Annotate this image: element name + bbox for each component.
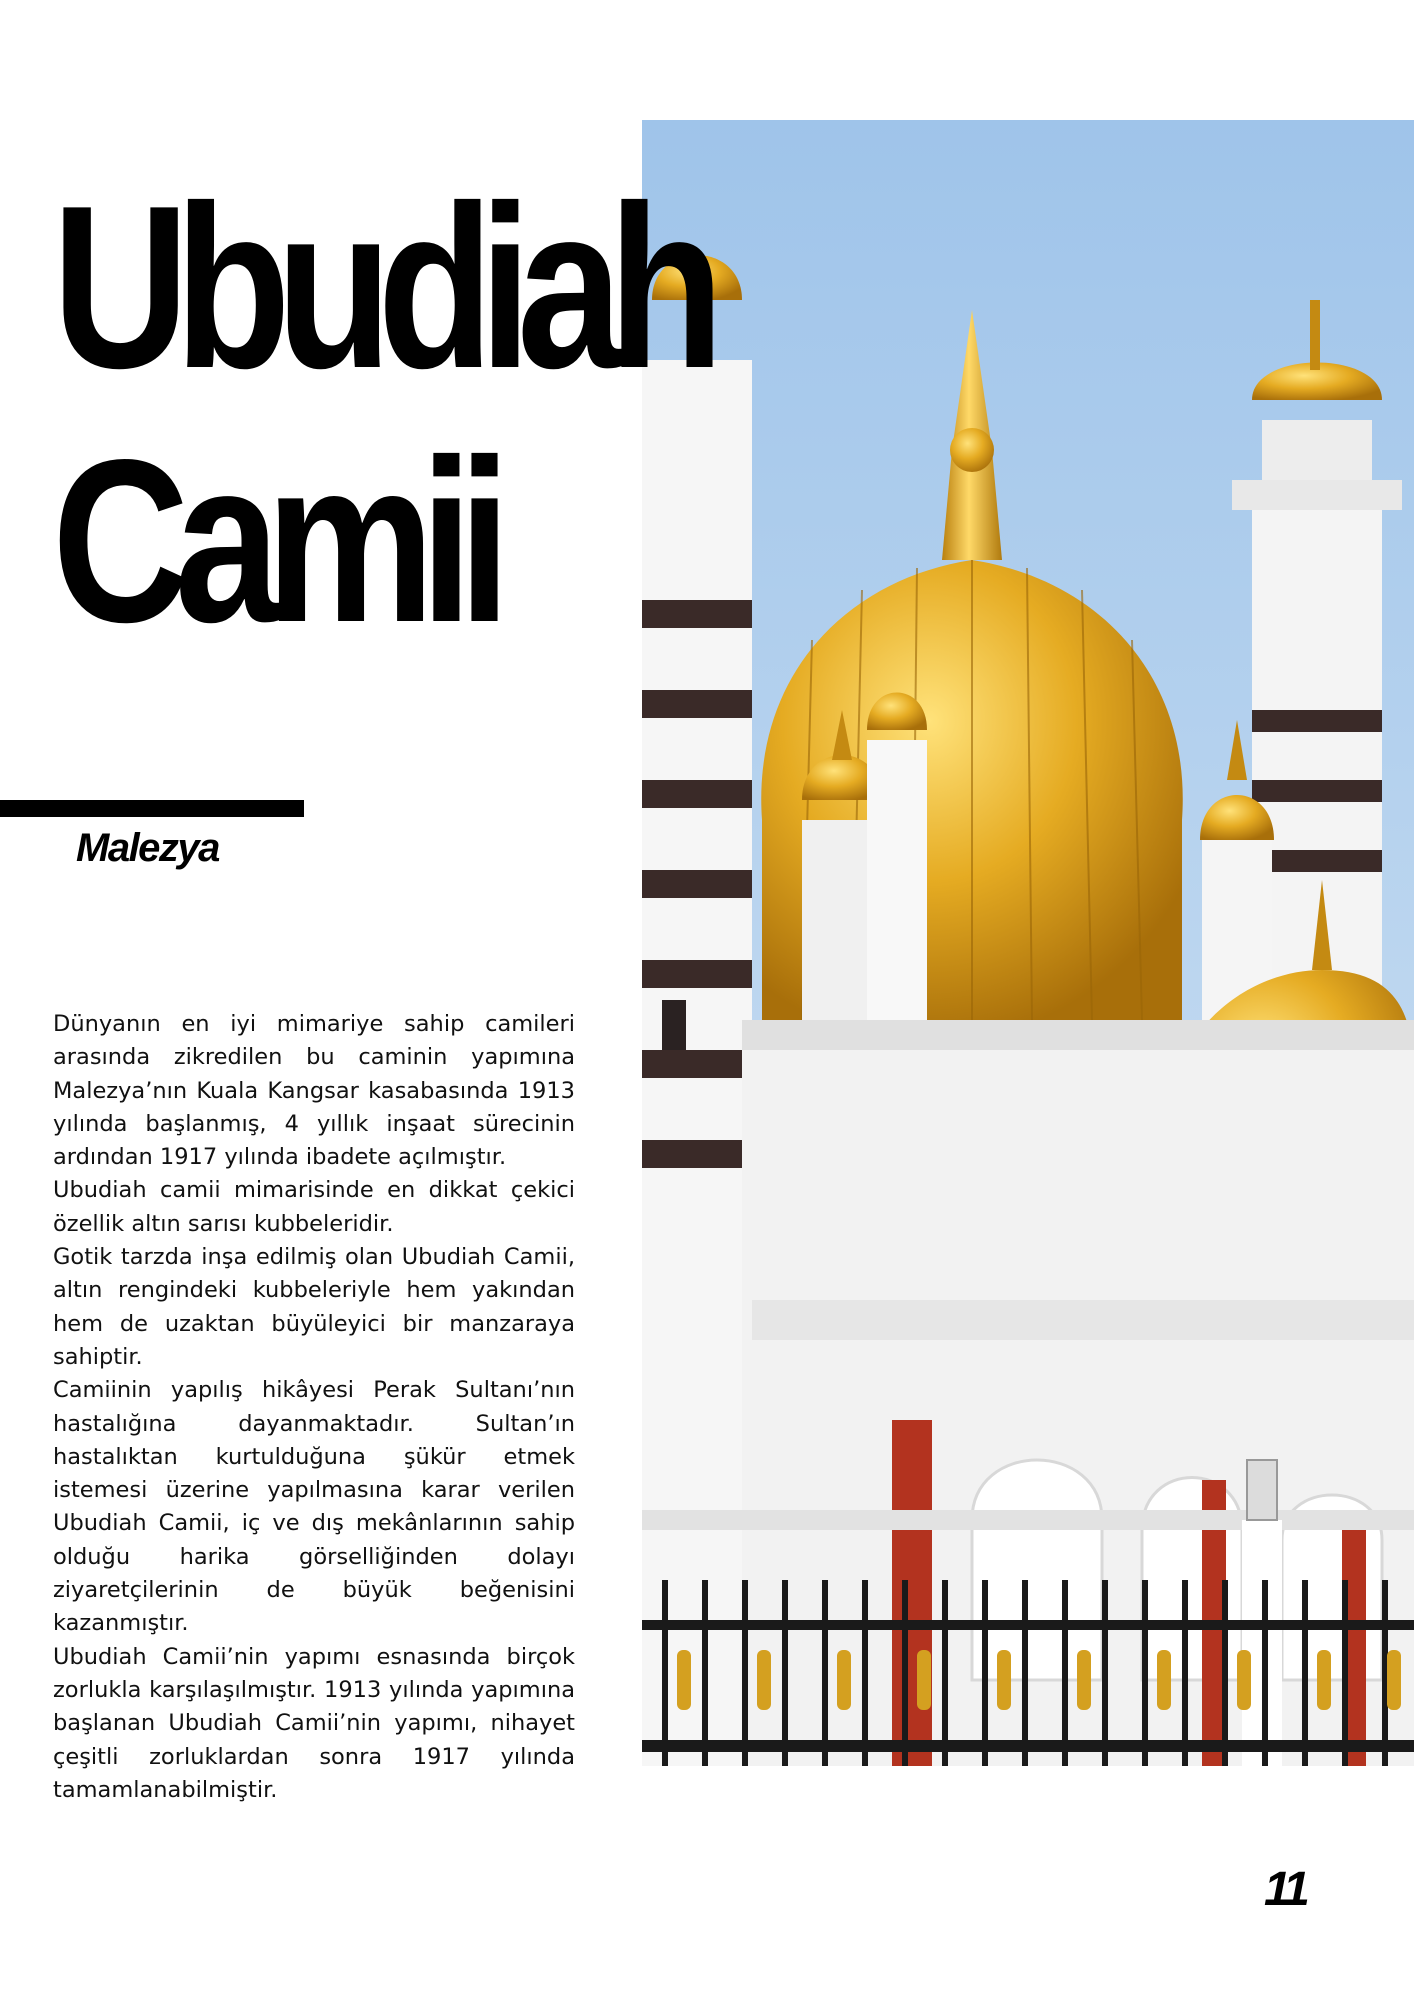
body-paragraph: Gotik tarzda inşa edilmiş olan Ubudiah Camii, altın rengindeki kubbeleriyle hem yakından hem de uzaktan büyüleyici bir manzaraya sahiptir. [53, 1244, 575, 1370]
page-title-line-2: Camii [52, 412, 497, 671]
page-title-line-1: Ubudiah [52, 158, 710, 417]
mosque-photo [642, 120, 1414, 1766]
body-paragraph: Ubudiah camii mimarisinde en dikkat çekici özellik altın sarısı kubbeleridir. [53, 1177, 575, 1237]
body-paragraph: Ubudiah Camii’nin yapımı esnasında birçok zorlukla karşılaşılmıştır. 1913 yılında yapımına başlanan Ubudiah Camii’nin yapımı, nihayet çeşitli zorluklardan sonra 1917 yılında tamamlanabilmiştir. [53, 1643, 575, 1803]
page-number: 11 [1264, 1863, 1306, 1916]
divider-bar [0, 800, 304, 817]
subtitle-country: Malezya [76, 826, 219, 870]
body-paragraph: Camiinin yapılış hikâyesi Perak Sultanı’nın hastalığına dayanmaktadır. Sultan’ın hastalıktan kurtulduğuna şükür etmek istemesi üzerine yapılmasına karar verilen Ubudiah Camii, iç ve dış mekânlarının sahip olduğu harika görselliğinden dolayı ziyaretçilerinin de büyük beğenisini kazanmıştır. [53, 1377, 575, 1637]
article-body [53, 1008, 575, 1807]
body-paragraph: Dünyanın en iyi mimariye sahip camileri arasında zikredilen bu caminin yapımına Malezya’nın Kuala Kangsar kasabasında 1913 yılında başlanmış, 4 yıllık inşaat sürecinin ardından 1917 yılında ibadete açılmıştır. [53, 1011, 575, 1171]
